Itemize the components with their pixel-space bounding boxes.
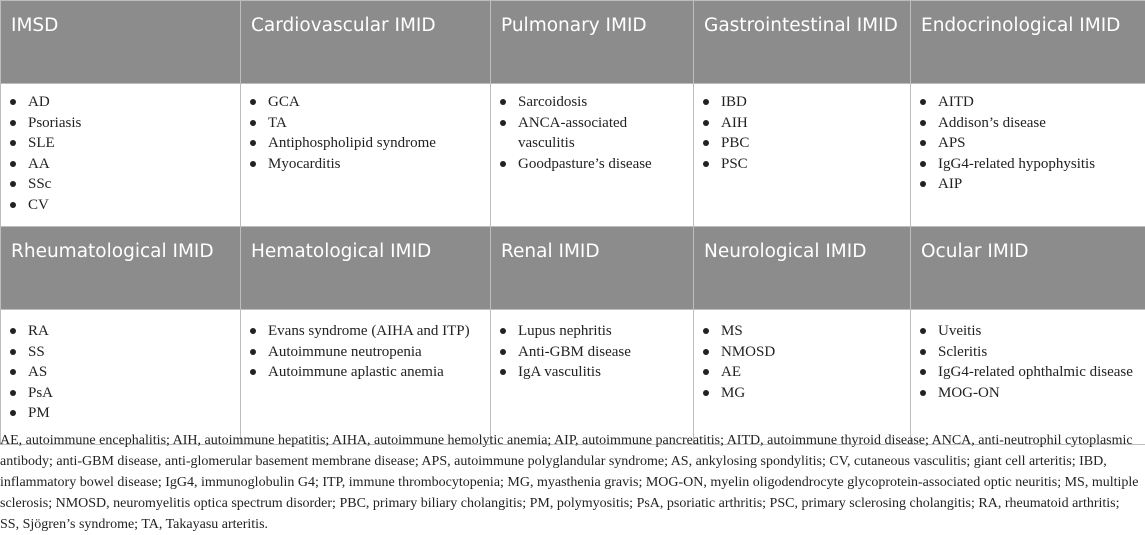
list-item: IgG4-related hypophysitis (919, 154, 1137, 175)
disease-list (919, 321, 1137, 403)
list-item: Psoriasis (9, 113, 232, 134)
list-item: AS (9, 362, 232, 383)
list-item: AA (9, 154, 232, 175)
disease-list-cell (491, 84, 694, 227)
disease-list (499, 92, 685, 174)
list-item: Autoimmune aplastic anemia (249, 362, 482, 383)
list-item: MS (702, 321, 902, 342)
list-item: PBC (702, 133, 902, 154)
list-item: PsA (9, 383, 232, 404)
list-item: CV (9, 195, 232, 216)
header-row (1, 1, 1145, 84)
category-header: IMSD (1, 1, 241, 84)
disease-list-cell (694, 84, 911, 227)
list-item: IBD (702, 92, 902, 113)
list-item: GCA (249, 92, 482, 113)
abbreviation-footnote: AE, autoimmune encephalitis; AIH, autoimmune hepatitis; AIHA, autoimmune hemolytic anemia; AIP, autoimmune pancreatitis; AITD, autoimmune thyroid disease; ANCA, anti-neutrophil cytoplasmic antibody; anti-GBM disease, anti-glomerular basement membrane disease; APS, autoimmune polyglandular syndrome; AS, ankylosing spondylitis; CV, cutaneous vasculitis; giant cell arteritis; IBD, inflammatory bowel disease; IgG4, immunoglobulin G4; ITP, immune thrombocytopenia; MG, myasthenia gravis; MOG-ON, myelin oligodendrocyte glycoprotein-associated optic neuritis; MS, multiple sclerosis; NMOSD, neuromyelitis optica spectrum disorder; PBC, primary biliary cholangitis; PM, polymyositis; PsA, psoriatic arthritis; PSC, primary sclerosing cholangitis; RA, rheumatoid arthritis; SS, Sjögren’s syndrome; TA, Takayasu arteritis. (0, 430, 1140, 535)
disease-list-cell (1, 310, 241, 445)
category-header: Endocrinological IMID (911, 1, 1145, 84)
list-item: AD (9, 92, 232, 113)
disease-list (249, 92, 482, 174)
list-item: NMOSD (702, 342, 902, 363)
list-item: AITD (919, 92, 1137, 113)
list-item: Uveitis (919, 321, 1137, 342)
list-item: SSc (9, 174, 232, 195)
disease-list (9, 92, 232, 215)
list-item: Myocarditis (249, 154, 482, 175)
disease-list-cell (241, 84, 491, 227)
list-item: Lupus nephritis (499, 321, 685, 342)
header-row (1, 227, 1145, 310)
disease-list-row (1, 310, 1145, 445)
disease-list-cell (911, 84, 1145, 227)
category-header: Gastrointestinal IMID (694, 1, 911, 84)
list-item: Scleritis (919, 342, 1137, 363)
list-item: APS (919, 133, 1137, 154)
list-item: IgG4-related ophthalmic disease (919, 362, 1137, 383)
list-item: MG (702, 383, 902, 404)
list-item: Sarcoidosis (499, 92, 685, 113)
list-item: Evans syndrome (AIHA and ITP) (249, 321, 482, 342)
disease-list-cell (694, 310, 911, 445)
list-item: AE (702, 362, 902, 383)
list-item: RA (9, 321, 232, 342)
disease-list (919, 92, 1137, 195)
category-header: Renal IMID (491, 227, 694, 310)
disease-list-cell (491, 310, 694, 445)
list-item: Addison’s disease (919, 113, 1137, 134)
list-item: SS (9, 342, 232, 363)
category-header: Ocular IMID (911, 227, 1145, 310)
disease-list (499, 321, 685, 383)
disease-list-cell (241, 310, 491, 445)
category-header: Hematological IMID (241, 227, 491, 310)
list-item: AIP (919, 174, 1137, 195)
list-item: ANCA-associated vasculitis (499, 113, 685, 154)
disease-list (249, 321, 482, 383)
list-item: PM (9, 403, 232, 424)
list-item: Antiphospholipid syndrome (249, 133, 482, 154)
list-item: Anti-GBM disease (499, 342, 685, 363)
category-header: Rheumatological IMID (1, 227, 241, 310)
disease-list-row (1, 84, 1145, 227)
category-header: Neurological IMID (694, 227, 911, 310)
list-item: Autoimmune neutropenia (249, 342, 482, 363)
list-item: MOG-ON (919, 383, 1137, 404)
list-item: Goodpasture’s disease (499, 154, 685, 175)
list-item: IgA vasculitis (499, 362, 685, 383)
disease-list (702, 92, 902, 174)
list-item: TA (249, 113, 482, 134)
list-item: PSC (702, 154, 902, 175)
category-header: Cardiovascular IMID (241, 1, 491, 84)
category-header: Pulmonary IMID (491, 1, 694, 84)
list-item: AIH (702, 113, 902, 134)
list-item: SLE (9, 133, 232, 154)
disease-list-cell (1, 84, 241, 227)
disease-list (9, 321, 232, 424)
disease-list (702, 321, 902, 403)
disease-list-cell (911, 310, 1145, 445)
